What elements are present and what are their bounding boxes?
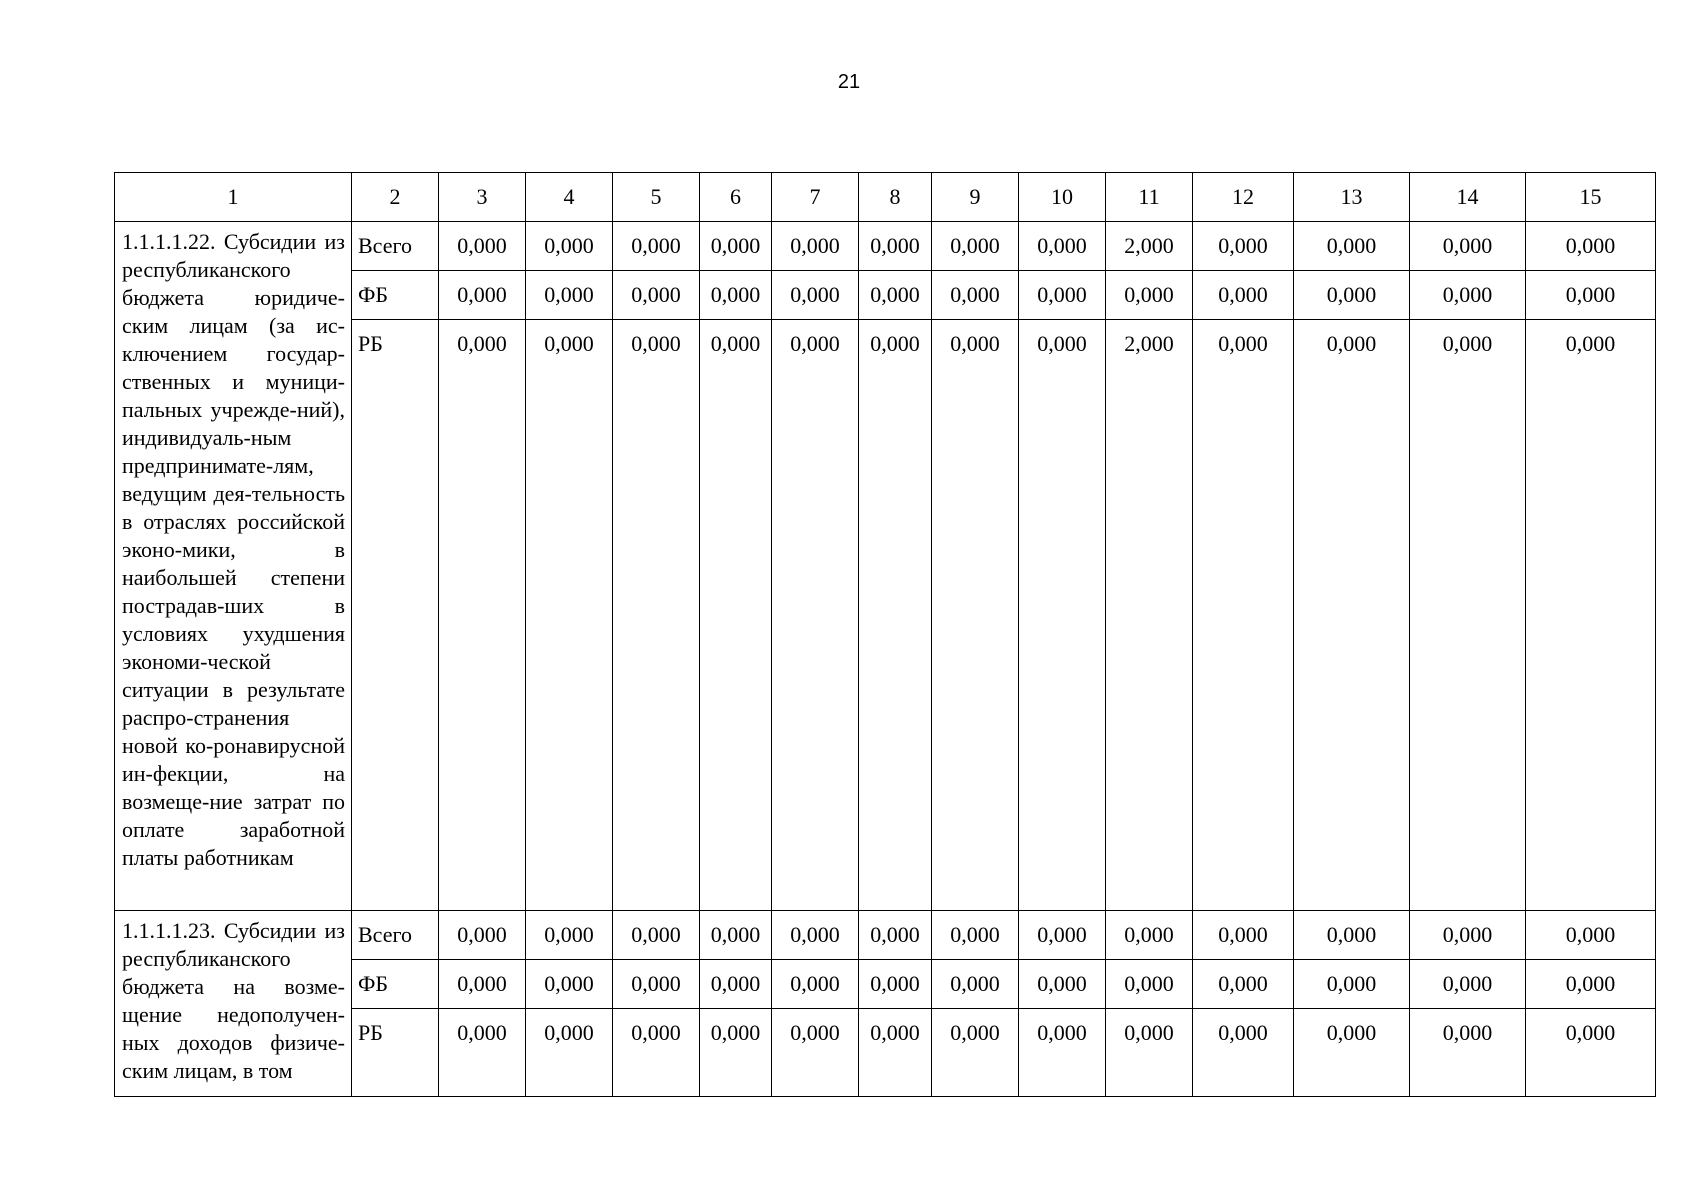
- value-cell: 0,000: [1410, 960, 1526, 1009]
- value-cell: 0,000: [1410, 222, 1526, 271]
- funding-source: РБ: [352, 320, 439, 911]
- column-header: 7: [772, 173, 859, 222]
- value-cell: 0,000: [1019, 320, 1106, 911]
- value-cell: 0,000: [439, 960, 526, 1009]
- value-cell: 0,000: [1410, 1009, 1526, 1097]
- value-cell: 0,000: [439, 222, 526, 271]
- column-header: 4: [526, 173, 613, 222]
- value-cell: 0,000: [700, 1009, 772, 1097]
- value-cell: 0,000: [859, 271, 932, 320]
- value-cell: 0,000: [1294, 320, 1410, 911]
- value-cell: 0,000: [859, 320, 932, 911]
- column-header: 14: [1410, 173, 1526, 222]
- value-cell: 0,000: [1193, 271, 1294, 320]
- column-header: 13: [1294, 173, 1410, 222]
- value-cell: 0,000: [772, 960, 859, 1009]
- table-row: [115, 222, 1656, 271]
- value-cell: 0,000: [1193, 911, 1294, 960]
- value-cell: 0,000: [1526, 222, 1656, 271]
- column-header: 1: [115, 173, 352, 222]
- measure-description: 1.1.1.1.23. Субсидии из республиканского бюджета на возме-щение недополучен-ных доходов физиче-ским лицам, в том: [115, 911, 352, 1097]
- value-cell: 0,000: [1526, 911, 1656, 960]
- column-header: 2: [352, 173, 439, 222]
- column-header: 5: [613, 173, 700, 222]
- value-cell: 0,000: [1193, 222, 1294, 271]
- value-cell: 0,000: [1294, 1009, 1410, 1097]
- value-cell: 0,000: [526, 960, 613, 1009]
- value-cell: 0,000: [1019, 960, 1106, 1009]
- value-cell: 0,000: [1019, 911, 1106, 960]
- value-cell: 0,000: [932, 222, 1019, 271]
- funding-source: Всего: [352, 222, 439, 271]
- value-cell: 0,000: [1193, 1009, 1294, 1097]
- value-cell: 0,000: [700, 911, 772, 960]
- funding-source: ФБ: [352, 271, 439, 320]
- value-cell: 0,000: [932, 320, 1019, 911]
- table-row: [115, 911, 1656, 960]
- value-cell: 0,000: [1106, 911, 1193, 960]
- value-cell: 0,000: [772, 222, 859, 271]
- value-cell: 0,000: [1294, 960, 1410, 1009]
- value-cell: 2,000: [1106, 320, 1193, 911]
- value-cell: 0,000: [1294, 271, 1410, 320]
- value-cell: 0,000: [1106, 1009, 1193, 1097]
- value-cell: 0,000: [772, 911, 859, 960]
- column-header: 6: [700, 173, 772, 222]
- value-cell: 0,000: [526, 222, 613, 271]
- budget-table: [114, 172, 1656, 1097]
- value-cell: 0,000: [1019, 271, 1106, 320]
- value-cell: 0,000: [859, 222, 932, 271]
- value-cell: 0,000: [1106, 960, 1193, 1009]
- page-number: 21: [837, 71, 861, 93]
- column-header: 12: [1193, 173, 1294, 222]
- value-cell: 0,000: [859, 960, 932, 1009]
- value-cell: 0,000: [613, 911, 700, 960]
- value-cell: 0,000: [700, 320, 772, 911]
- value-cell: 0,000: [772, 271, 859, 320]
- column-header: 15: [1526, 173, 1656, 222]
- table-header-row: [115, 173, 1656, 222]
- value-cell: 0,000: [526, 1009, 613, 1097]
- value-cell: 0,000: [1019, 222, 1106, 271]
- column-header: 11: [1106, 173, 1193, 222]
- value-cell: 0,000: [1410, 271, 1526, 320]
- value-cell: 0,000: [526, 320, 613, 911]
- value-cell: 0,000: [700, 960, 772, 1009]
- value-cell: 0,000: [1526, 1009, 1656, 1097]
- value-cell: 0,000: [613, 320, 700, 911]
- value-cell: 0,000: [700, 222, 772, 271]
- value-cell: 0,000: [772, 320, 859, 911]
- value-cell: 0,000: [772, 1009, 859, 1097]
- value-cell: 0,000: [613, 1009, 700, 1097]
- value-cell: 0,000: [932, 1009, 1019, 1097]
- value-cell: 0,000: [1526, 960, 1656, 1009]
- value-cell: 0,000: [1106, 271, 1193, 320]
- value-cell: 0,000: [526, 911, 613, 960]
- value-cell: 0,000: [1526, 271, 1656, 320]
- column-header: 9: [932, 173, 1019, 222]
- value-cell: 0,000: [613, 271, 700, 320]
- value-cell: 0,000: [439, 911, 526, 960]
- value-cell: 0,000: [859, 1009, 932, 1097]
- value-cell: 0,000: [932, 960, 1019, 1009]
- column-header: 3: [439, 173, 526, 222]
- value-cell: 0,000: [526, 271, 613, 320]
- value-cell: 0,000: [1410, 320, 1526, 911]
- value-cell: 0,000: [859, 911, 932, 960]
- funding-source: ФБ: [352, 960, 439, 1009]
- value-cell: 0,000: [1193, 960, 1294, 1009]
- value-cell: 0,000: [1193, 320, 1294, 911]
- funding-source: Всего: [352, 911, 439, 960]
- column-header: 10: [1019, 173, 1106, 222]
- value-cell: 0,000: [613, 222, 700, 271]
- funding-source: РБ: [352, 1009, 439, 1097]
- value-cell: 0,000: [1526, 320, 1656, 911]
- value-cell: 0,000: [439, 1009, 526, 1097]
- value-cell: 0,000: [1294, 222, 1410, 271]
- value-cell: 0,000: [1019, 1009, 1106, 1097]
- value-cell: 0,000: [932, 911, 1019, 960]
- value-cell: 0,000: [439, 320, 526, 911]
- measure-description: 1.1.1.1.22. Субсидии из республиканского бюджета юридиче-ским лицам (за ис-ключением государ-ственных и муници-пальных учрежде-ний), индивидуаль-ным предпринимате-лям, ведущим дея-тельность в отраслях российской эконо-мики, в наибольшей степени пострадав-ших в условиях ухудшения экономи-ческой ситуации в результате распро-странения новой ко-ронавирусной ин-фекции, на возмеще-ние затрат по оплате заработной платы работникам: [115, 222, 352, 911]
- value-cell: 0,000: [700, 271, 772, 320]
- column-header: 8: [859, 173, 932, 222]
- value-cell: 0,000: [1294, 911, 1410, 960]
- value-cell: 0,000: [1410, 911, 1526, 960]
- table-body: [115, 222, 1656, 1097]
- value-cell: 0,000: [439, 271, 526, 320]
- value-cell: 2,000: [1106, 222, 1193, 271]
- value-cell: 0,000: [613, 960, 700, 1009]
- value-cell: 0,000: [932, 271, 1019, 320]
